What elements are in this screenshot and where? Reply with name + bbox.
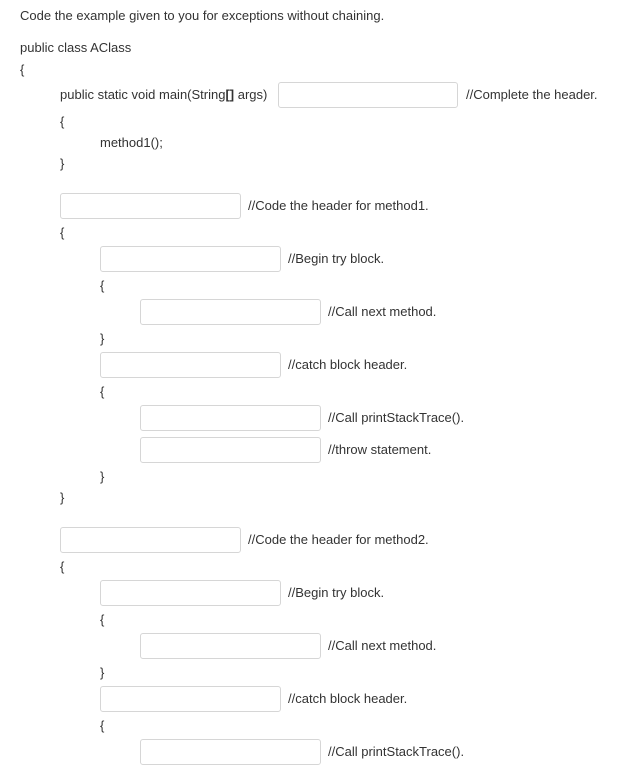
method2-print-stack-input[interactable]: [140, 739, 321, 765]
method1-catch-comment: //catch block header.: [288, 357, 408, 372]
method1-print-stack-input[interactable]: [140, 405, 321, 431]
method2-try-comment: //Begin try block.: [288, 585, 385, 600]
method1-open-brace: {: [60, 225, 65, 240]
method1-catch-open-brace: {: [100, 384, 105, 399]
method2-catch-comment: //catch block header.: [288, 691, 408, 706]
main-open-brace: {: [60, 114, 65, 129]
method1-try-comment: //Begin try block.: [288, 251, 385, 266]
main-header-input[interactable]: [278, 82, 458, 108]
method2-try-close-brace: }: [100, 665, 105, 680]
method1-header-comment: //Code the header for method1.: [248, 198, 429, 213]
method2-header-input[interactable]: [60, 527, 241, 553]
method2-header-comment: //Code the header for method2.: [248, 532, 429, 547]
method1-throw-input[interactable]: [140, 437, 321, 463]
method2-catch-input[interactable]: [100, 686, 281, 712]
method2-print-stack-comment: //Call printStackTrace().: [328, 744, 465, 759]
method1-call-next-input[interactable]: [140, 299, 321, 325]
main-header-text: public static void main(String[] args): [60, 87, 268, 102]
method2-call-next-comment: //Call next method.: [328, 638, 437, 653]
method1-try-open-brace: {: [100, 278, 105, 293]
main-header-comment: //Complete the header.: [466, 87, 598, 102]
method1-catch-close-brace: }: [100, 469, 105, 484]
method1-print-stack-comment: //Call printStackTrace().: [328, 410, 465, 425]
main-close-brace: }: [60, 156, 65, 171]
method1-throw-comment: //throw statement.: [328, 442, 432, 457]
method1-header-input[interactable]: [60, 193, 241, 219]
method1-catch-input[interactable]: [100, 352, 281, 378]
method1-try-input[interactable]: [100, 246, 281, 272]
class-header: public class AClass: [20, 40, 132, 55]
method2-try-open-brace: {: [100, 612, 105, 627]
method2-call-next-input[interactable]: [140, 633, 321, 659]
method1-close-brace: }: [60, 490, 65, 505]
method2-open-brace: {: [60, 559, 65, 574]
method1-try-close-brace: }: [100, 331, 105, 346]
class-open-brace: {: [20, 62, 25, 77]
method2-catch-open-brace: {: [100, 718, 105, 733]
method1-call-next-comment: //Call next method.: [328, 304, 437, 319]
instruction-text: Code the example given to you for exceptions without chaining.: [20, 8, 385, 23]
method2-try-input[interactable]: [100, 580, 281, 606]
method1-call-text: method1();: [100, 135, 163, 150]
